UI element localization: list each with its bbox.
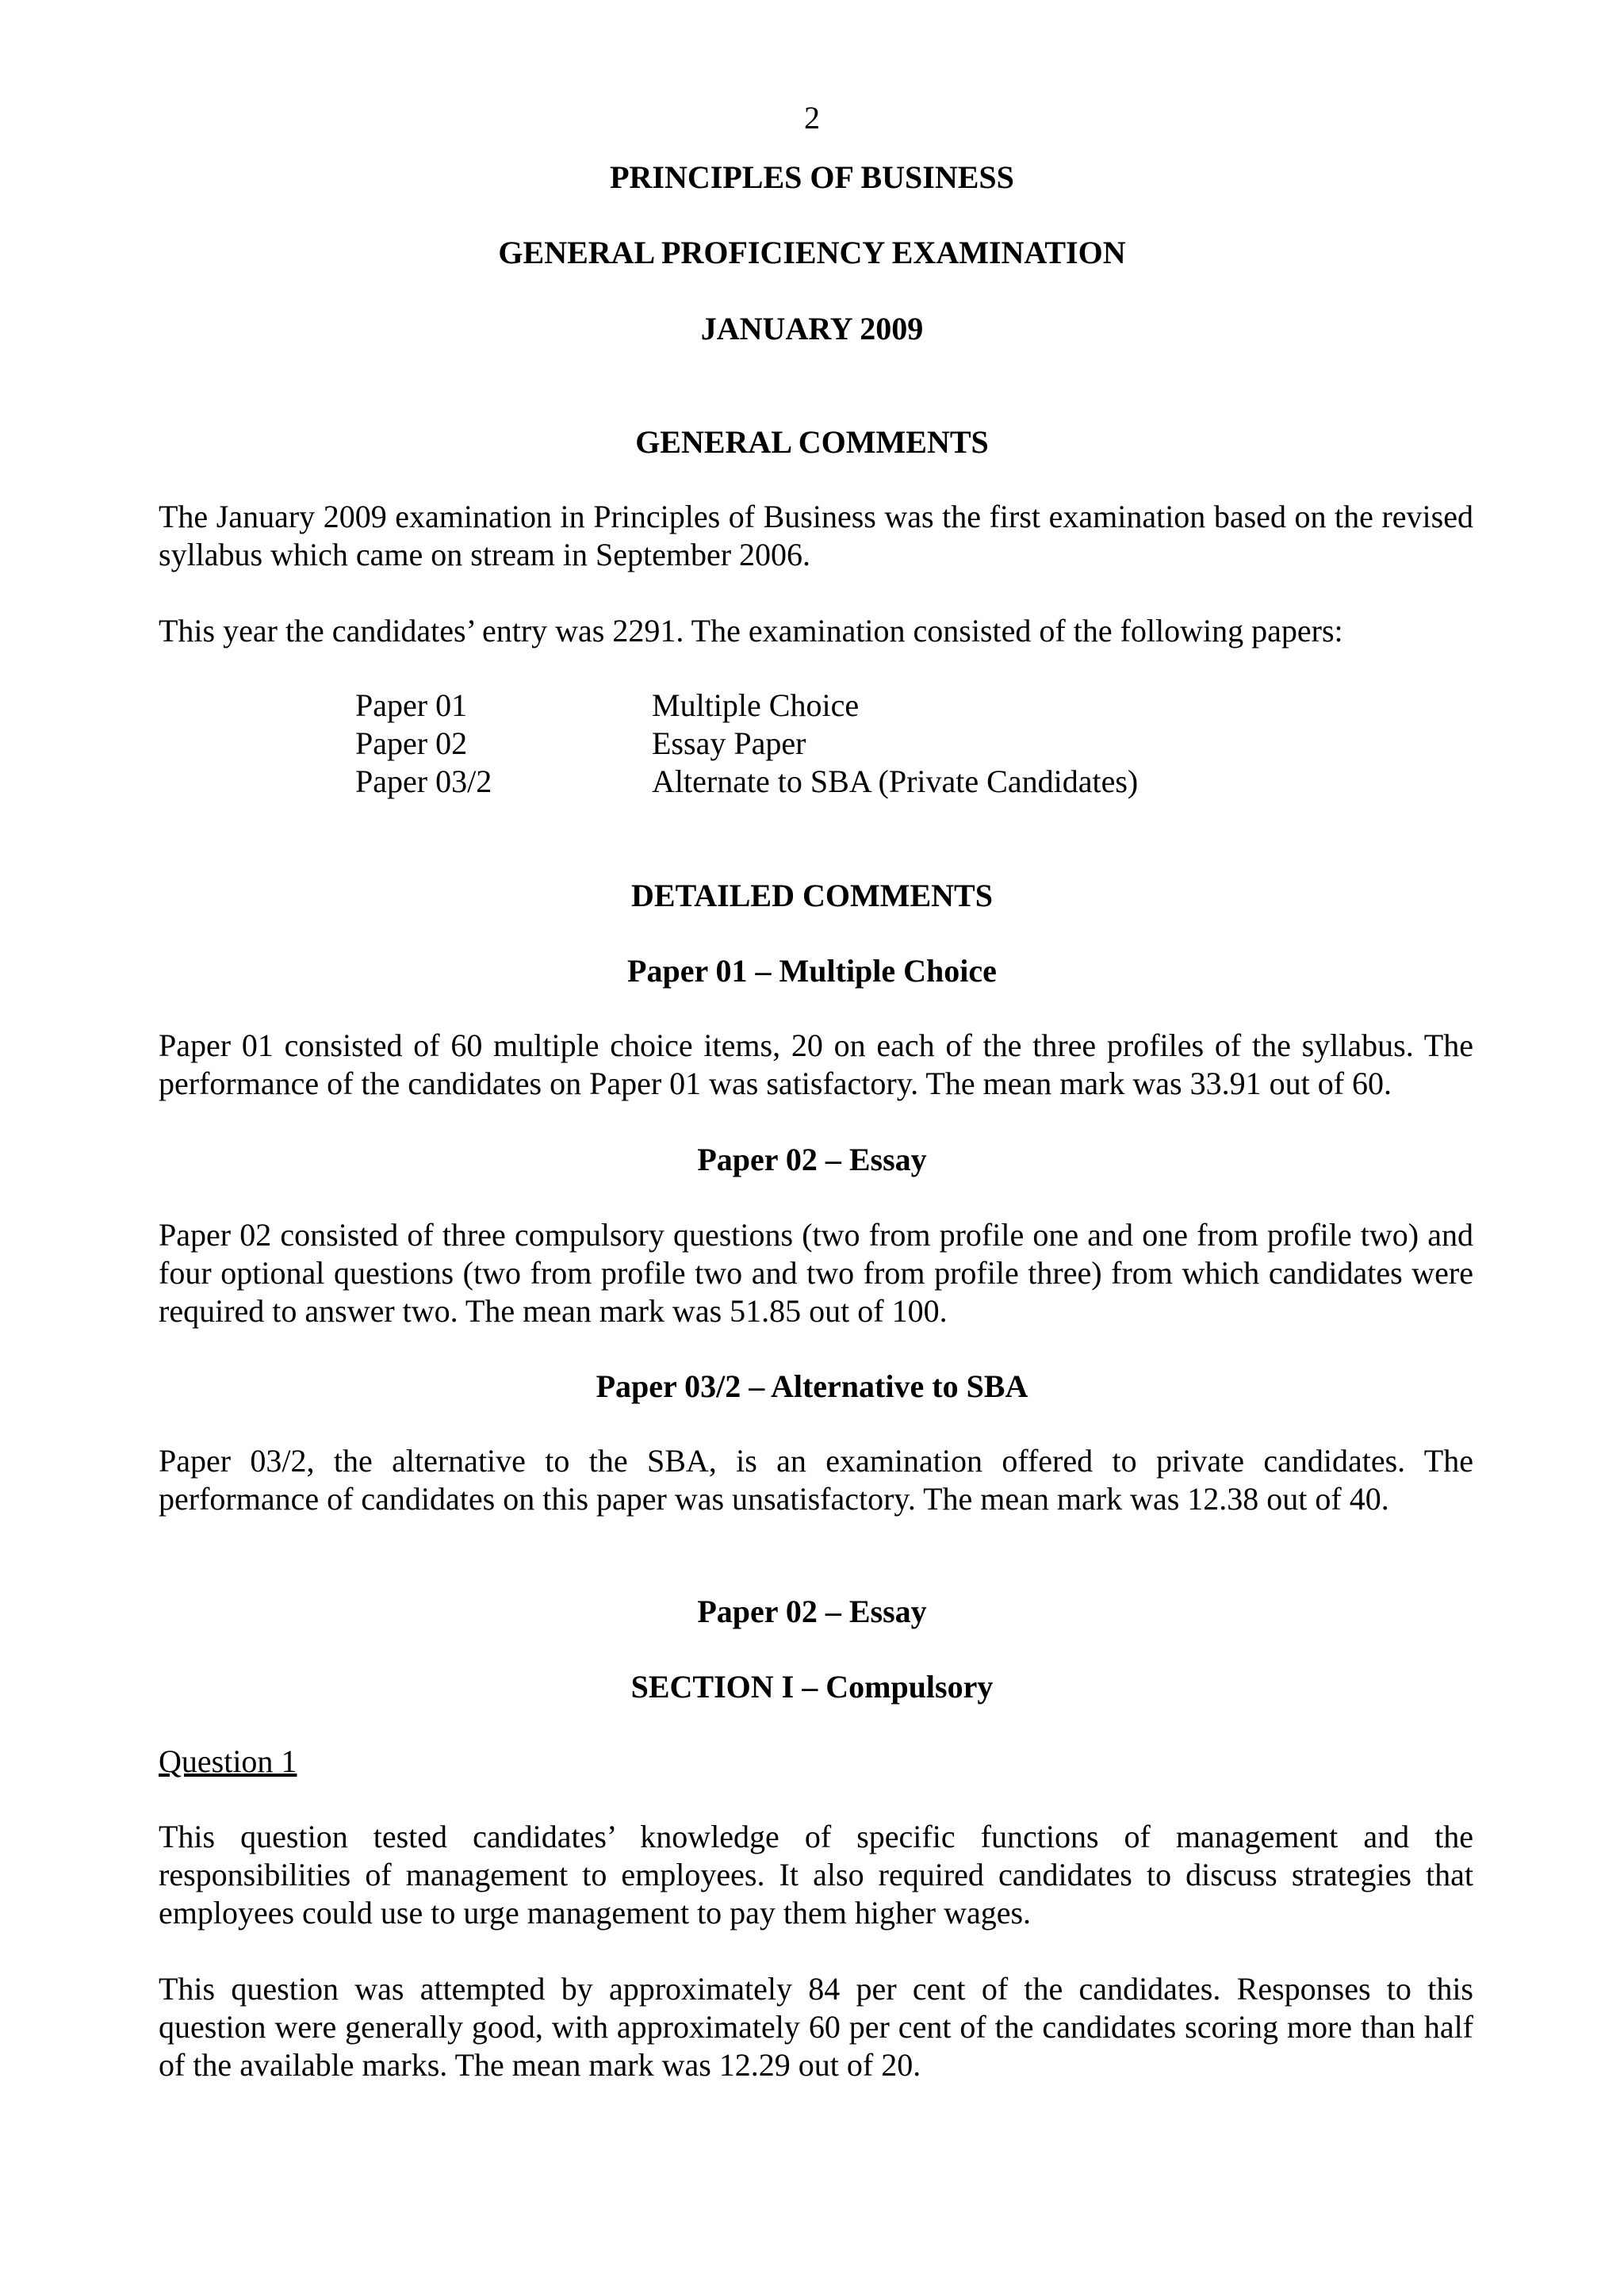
question1-paragraph-1: This question tested candidates’ knowledge of specific functions of management and the responsibilities of management to employees. It also required candidates to discuss strategies that employees could use to urge management to pay them higher wages.	[159, 1819, 1473, 1931]
paper03-paragraph: Paper 03/2, the alternative to the SBA, is an examination offered to private candidates. The performance of candidates on this paper was unsatisfactory. The mean mark was 12.38 out of 40.	[159, 1443, 1473, 1517]
general-comments-paragraph-1: The January 2009 examination in Principles of Business was the first examination based on the revised syllabus which came on stream in September 2006.	[159, 499, 1473, 572]
paper02-heading: Paper 02 – Essay	[697, 1142, 927, 1177]
essay-heading: Paper 02 – Essay	[697, 1594, 927, 1629]
exam-date: JANUARY 2009	[700, 311, 924, 346]
general-comments-paragraph-2: This year the candidates’ entry was 2291. The examination consisted of the following papers:	[159, 613, 1343, 649]
detailed-comments-heading: DETAILED COMMENTS	[631, 878, 993, 913]
section-heading: SECTION I – Compulsory	[630, 1669, 994, 1705]
paper-code: Paper 02	[355, 725, 468, 761]
subject-title: PRINCIPLES OF BUSINESS	[610, 159, 1014, 195]
papers-list-row	[355, 687, 1138, 725]
papers-list-row	[355, 725, 1138, 763]
paper-code: Paper 01	[355, 687, 468, 723]
paper-name: Alternate to SBA (Private Candidates)	[652, 763, 1139, 799]
papers-list-row	[355, 763, 1138, 801]
paper02-paragraph: Paper 02 consisted of three compulsory questions (two from profile one and one from profile two) and four optional questions (two from profile two and two from profile three) from which candidates were required to answer two. The mean mark was 51.85 out of 100.	[159, 1217, 1473, 1329]
paper-name: Multiple Choice	[652, 687, 860, 723]
exam-title: GENERAL PROFICIENCY EXAMINATION	[498, 235, 1126, 270]
paper03-heading: Paper 03/2 – Alternative to SBA	[596, 1368, 1028, 1404]
paper-name: Essay Paper	[652, 725, 806, 761]
general-comments-heading: GENERAL COMMENTS	[635, 424, 989, 460]
question1-paragraph-2: This question was attempted by approximately 84 per cent of the candidates. Responses to this question were generally good, with approximately 60 per cent of the candidates scoring more than half of the available marks. The mean mark was 12.29 out of 20.	[159, 1971, 1473, 2083]
paper01-paragraph: Paper 01 consisted of 60 multiple choice items, 20 on each of the three profiles of the syllabus. The performance of the candidates on Paper 01 was satisfactory. The mean mark was 33.91 out of 60.	[159, 1027, 1473, 1101]
question-label: Question 1	[159, 1743, 297, 1779]
page-number: 2	[804, 100, 820, 136]
paper-code: Paper 03/2	[355, 763, 492, 799]
papers-list	[355, 687, 1138, 801]
paper01-heading: Paper 01 – Multiple Choice	[627, 953, 997, 989]
